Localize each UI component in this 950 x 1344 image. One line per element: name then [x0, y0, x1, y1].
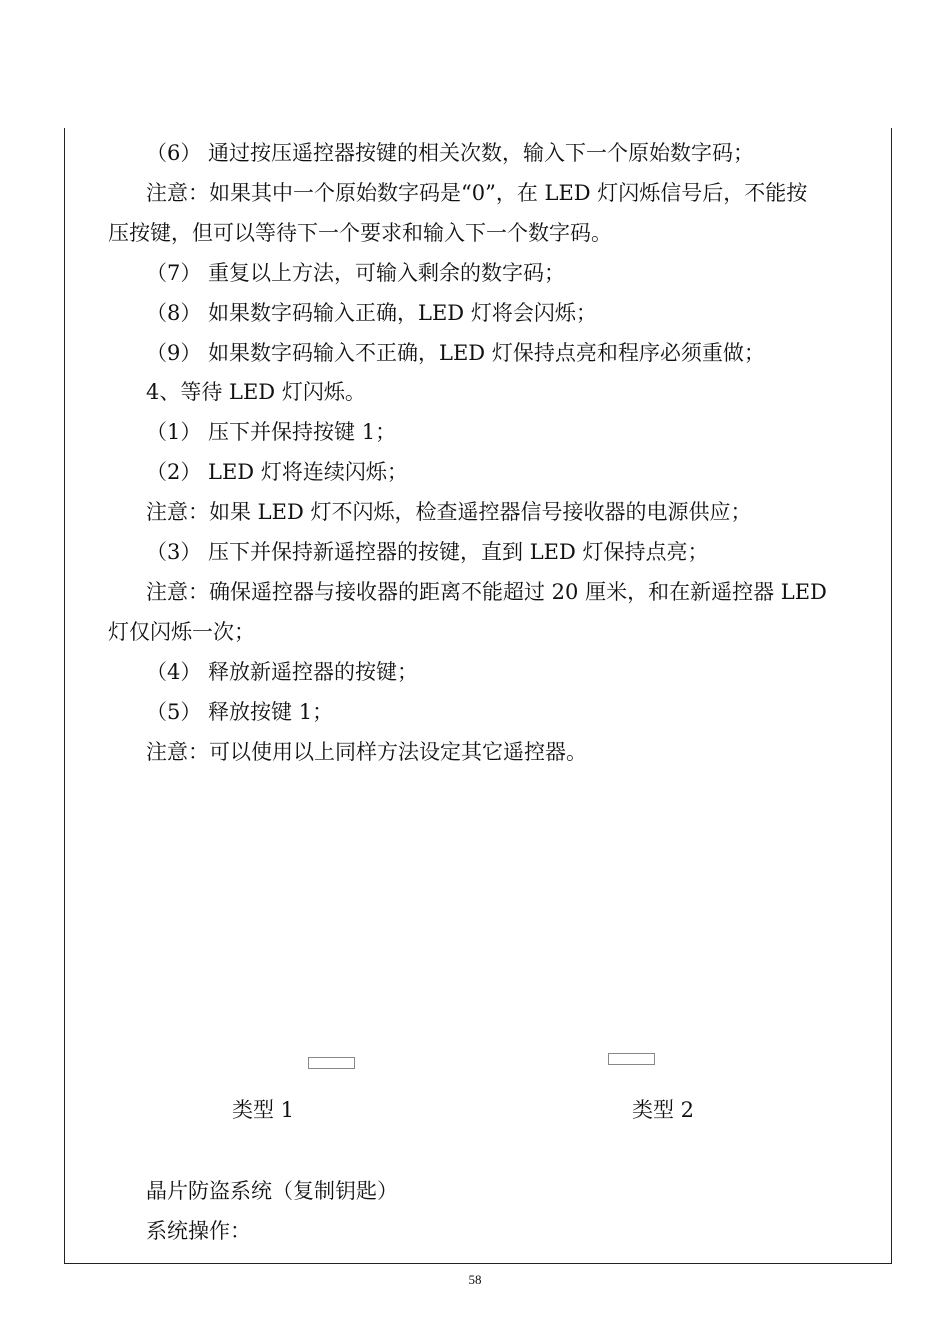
page-number: 58 — [468, 1272, 482, 1287]
text-line-step-9: （9） 如果数字码输入不正确，LED 灯保持点亮和程序必须重做； — [146, 341, 765, 365]
figure-caption-type1: 类型 1 — [232, 1098, 295, 1122]
text-line-note-1: 注意：如果其中一个原始数字码是“0”，在 LED 灯闪烁信号后，不能按 — [146, 181, 808, 205]
figure-type1-image — [308, 1057, 355, 1069]
text-line-section-4: 4、等待 LED 灯闪烁。 — [146, 380, 366, 404]
text-line-note-1-cont: 压按键，但可以等待下一个要求和输入下一个数字码。 — [108, 221, 612, 245]
text-line-note-3-cont: 灯仅闪烁一次； — [108, 620, 255, 644]
text-line-step-8: （8） 如果数字码输入正确，LED 灯将会闪烁； — [146, 301, 597, 325]
text-line-sub-5: （5） 释放按键 1； — [146, 700, 334, 724]
section-subheading: 系统操作： — [146, 1219, 251, 1243]
section-heading: 晶片防盗系统（复制钥匙） — [146, 1179, 398, 1203]
text-line-note-3: 注意：确保遥控器与接收器的距离不能超过 20 厘米，和在新遥控器 LED — [146, 580, 827, 604]
text-line-sub-1: （1） 压下并保持按键 1； — [146, 420, 397, 444]
text-line-sub-4: （4） 释放新遥控器的按键； — [146, 660, 419, 684]
text-line-step-7: （7） 重复以上方法，可输入剩余的数字码； — [146, 261, 566, 285]
figure-caption-type2: 类型 2 — [632, 1098, 695, 1122]
figure-type2-image — [608, 1053, 655, 1065]
text-line-step-6: （6） 通过按压遥控器按键的相关次数，输入下一个原始数字码； — [146, 141, 755, 165]
text-line-sub-2: （2） LED 灯将连续闪烁； — [146, 460, 408, 484]
text-line-note-2: 注意：如果 LED 灯不闪烁，检查遥控器信号接收器的电源供应； — [146, 500, 752, 524]
text-line-note-4: 注意：可以使用以上同样方法设定其它遥控器。 — [146, 740, 587, 764]
text-line-sub-3: （3） 压下并保持新遥控器的按键，直到 LED 灯保持点亮； — [146, 540, 709, 564]
